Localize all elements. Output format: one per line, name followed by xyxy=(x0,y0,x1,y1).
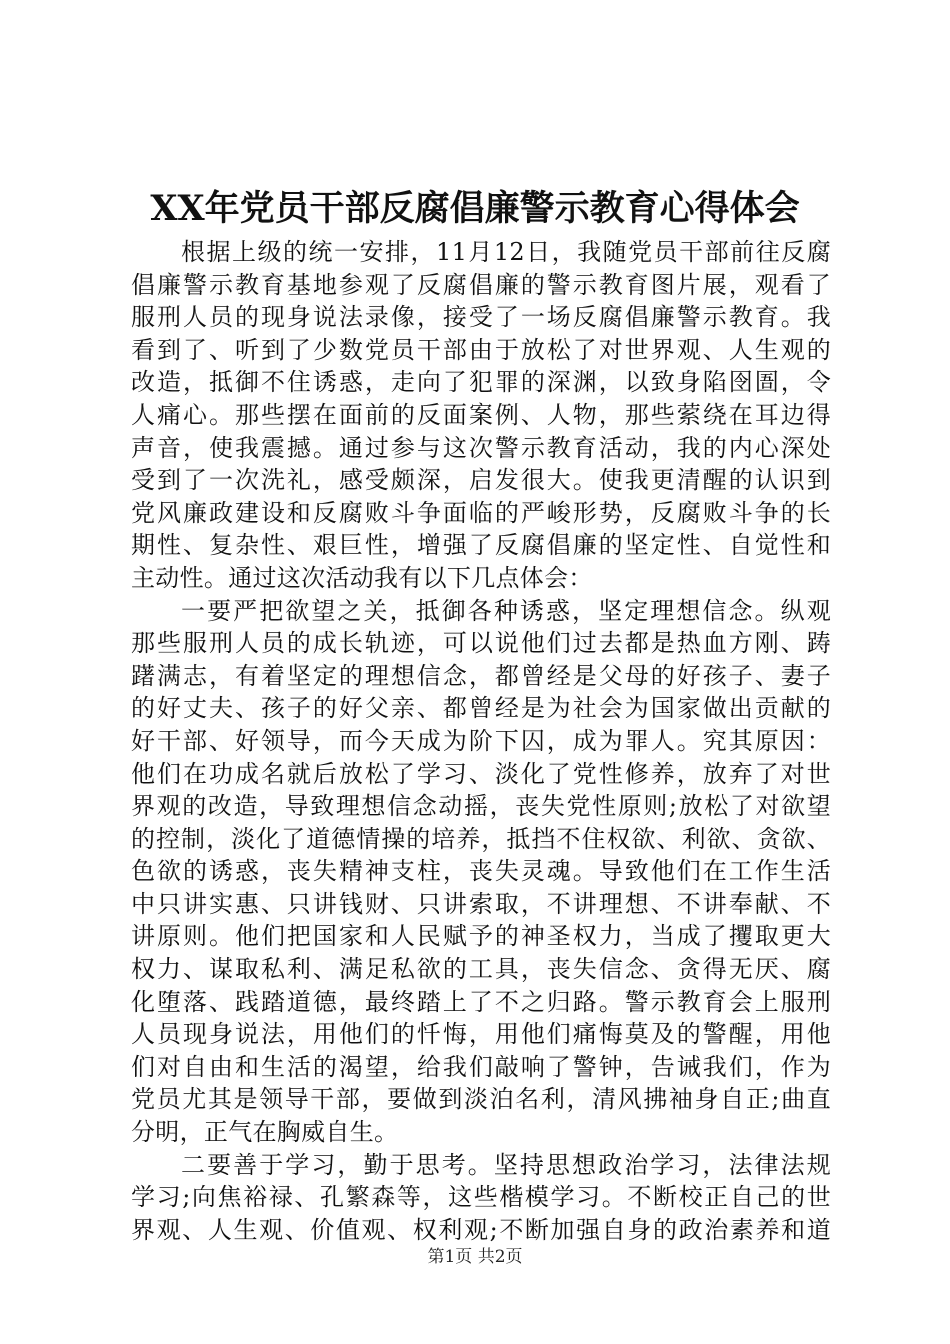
text-line: 色欲的诱惑，丧失精神支柱，丧失灵魂。导致他们在工作生活 xyxy=(131,857,831,886)
text-line: 中只讲实惠、只讲钱财、只讲索取，不讲理想、不讲奉献、不 xyxy=(131,889,831,918)
text-line: 服刑人员的现身说法录像，接受了一场反腐倡廉警示教育。我 xyxy=(131,303,831,332)
text-line: 好干部、好领导，而今天成为阶下囚，成为罪人。究其原因： xyxy=(131,726,831,755)
text-line: 声音，使我震撼。通过参与这次警示教育活动，我的内心深处 xyxy=(131,433,831,462)
text-line: 看到了、听到了少数党员干部由于放松了对世界观、人生观的 xyxy=(131,335,831,364)
text-line: 们对自由和生活的渴望，给我们敲响了警钟，告诫我们，作为 xyxy=(131,1052,831,1081)
text-line: 界观的改造，导致理想信念动摇，丧失党性原则;放松了对欲望 xyxy=(131,792,831,821)
text-line: 改造，抵御不住诱惑，走向了犯罪的深渊，以致身陷囹圄，令 xyxy=(131,368,831,397)
text-line: 一要严把欲望之关，抵御各种诱惑，坚定理想信念。纵观 xyxy=(181,596,831,625)
paragraph xyxy=(131,1149,831,1247)
text-line: 根据上级的统一安排，11月12日，我随党员干部前往反腐 xyxy=(181,238,831,266)
text-line: 化堕落、践踏道德，最终踏上了不之归路。警示教育会上服刑 xyxy=(131,987,831,1016)
text-line: 界观、人生观、价值观、权利观;不断加强自身的政治素养和道 xyxy=(131,1215,831,1244)
paragraph xyxy=(131,595,831,1149)
text-line: 学习;向焦裕禄、孔繁森等，这些楷模学习。不断校正自己的世 xyxy=(131,1183,831,1212)
text-line: 那些服刑人员的成长轨迹，可以说他们过去都是热血方刚、踌 xyxy=(131,629,831,658)
document-body xyxy=(131,236,831,1246)
text-line: 倡廉警示教育基地参观了反腐倡廉的警示教育图片展，观看了 xyxy=(131,270,831,299)
text-line: 的好丈夫、孩子的好父亲、都曾经是为社会为国家做出贡献的 xyxy=(131,694,831,723)
text-line: 人员现身说法，用他们的忏悔，用他们痛悔莫及的警醒，用他 xyxy=(131,1020,831,1049)
text-line: 权力、谋取私利、满足私欲的工具，丧失信念、贪得无厌、腐 xyxy=(131,955,831,984)
document-title: XX年党员干部反腐倡廉警示教育心得体会 xyxy=(150,188,800,229)
text-line: 受到了一次洗礼，感受颇深，启发很大。使我更清醒的认识到 xyxy=(131,466,831,495)
paragraph xyxy=(131,236,831,595)
text-line: 躇满志，有着坚定的理想信念，都曾经是父母的好孩子、妻子 xyxy=(131,661,831,690)
text-line: 主动性。通过这次活动我有以下几点体会： xyxy=(131,563,593,592)
text-line: 党员尤其是领导干部，要做到淡泊名利，清风拂袖身自正;曲直 xyxy=(131,1085,831,1114)
text-line: 党风廉政建设和反腐败斗争面临的严峻形势，反腐败斗争的长 xyxy=(131,498,831,527)
text-line: 他们在功成名就后放松了学习、淡化了党性修养，放弃了对世 xyxy=(131,759,831,788)
text-line: 讲原则。他们把国家和人民赋予的神圣权力，当成了攫取更大 xyxy=(131,922,831,951)
text-line: 的控制，淡化了道德情操的培养，抵挡不住权欲、利欲、贪欲、 xyxy=(131,824,831,853)
text-line: 分明，正气在胸威自生。 xyxy=(131,1118,399,1147)
text-line: 人痛心。那些摆在面前的反面案例、人物，那些萦绕在耳边得 xyxy=(131,400,831,429)
page-footer: 第1页 共2页 xyxy=(427,1247,523,1267)
text-line: 期性、复杂性、艰巨性，增强了反腐倡廉的坚定性、自觉性和 xyxy=(131,531,831,560)
text-line: 二要善于学习，勤于思考。坚持思想政治学习，法律法规 xyxy=(181,1150,831,1179)
